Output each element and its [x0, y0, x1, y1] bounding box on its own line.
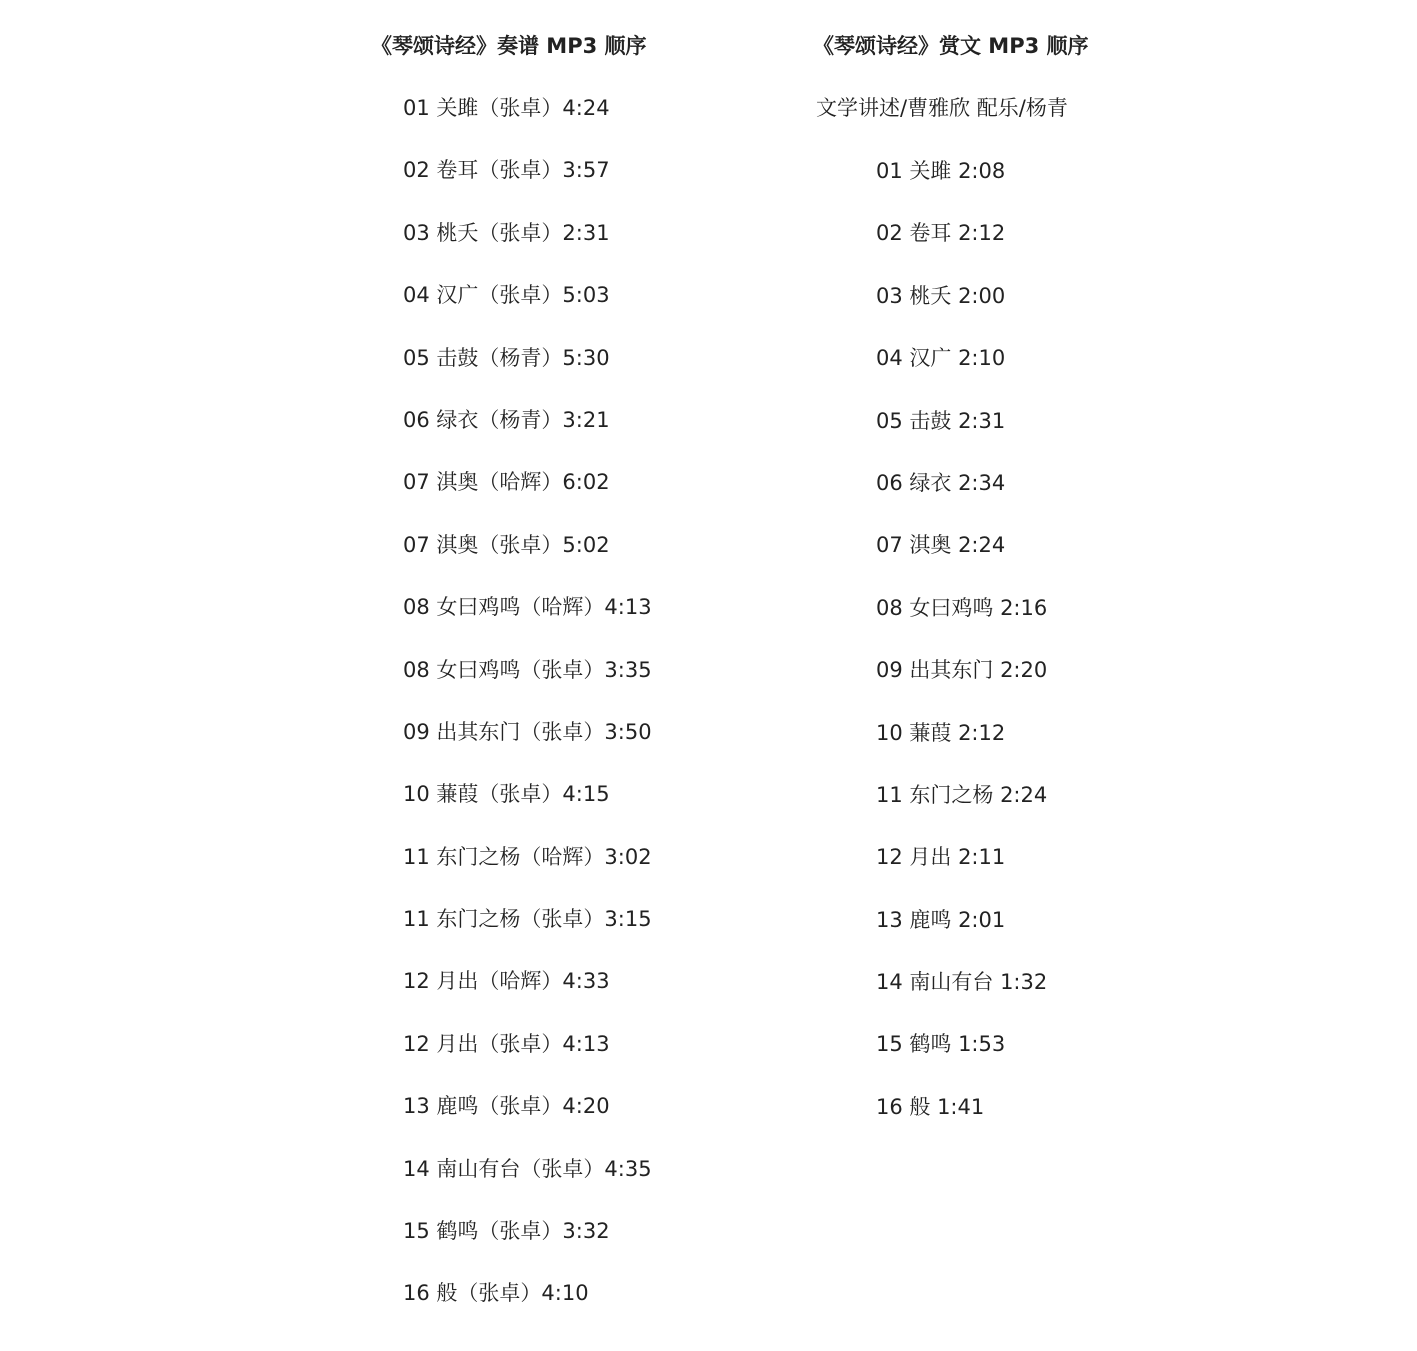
track-item: 02 卷耳 2:12 — [876, 221, 1006, 246]
track-item: 04 汉广（张卓）5:03 — [403, 283, 610, 308]
track-item: 14 南山有台（张卓）4:35 — [403, 1156, 652, 1181]
appreciation-credits: 文学讲述/曹雅欣 配乐/杨青 — [816, 96, 1068, 120]
appreciation-title: 《琴颂诗经》赏文 MP3 顺序 — [813, 34, 1089, 58]
track-item: 02 卷耳（张卓）3:57 — [403, 158, 610, 183]
track-item: 11 东门之杨（张卓）3:15 — [403, 907, 652, 932]
track-item: 01 关雎（张卓）4:24 — [403, 96, 610, 120]
track-item: 16 般 1:41 — [876, 1094, 985, 1119]
track-item: 05 击鼓（杨青）5:30 — [403, 345, 610, 370]
track-item: 13 鹿鸣（张卓）4:20 — [403, 1094, 610, 1119]
track-item: 09 出其东门（张卓）3:50 — [403, 719, 652, 744]
track-item: 03 桃夭 2:00 — [876, 283, 1006, 308]
track-item: 04 汉广 2:10 — [876, 346, 1006, 371]
score-track-list — [403, 90, 652, 1338]
appreciation-track-list — [876, 153, 1047, 1151]
track-item: 12 月出（哈辉）4:33 — [403, 969, 610, 994]
track-item: 01 关雎 2:08 — [876, 159, 1006, 183]
track-item: 09 出其东门 2:20 — [876, 658, 1048, 683]
track-item: 12 月出（张卓）4:13 — [403, 1031, 610, 1056]
track-item: 11 东门之杨 2:24 — [876, 782, 1048, 807]
track-item: 06 绿衣（杨青）3:21 — [403, 407, 610, 432]
track-item: 12 月出 2:11 — [876, 845, 1006, 870]
track-item: 14 南山有台 1:32 — [876, 970, 1048, 995]
track-item: 06 绿衣 2:34 — [876, 470, 1006, 495]
track-item: 07 淇奥（哈辉）6:02 — [403, 470, 610, 495]
track-item: 10 蒹葭（张卓）4:15 — [403, 782, 610, 807]
track-item: 08 女曰鸡鸣 2:16 — [876, 595, 1048, 620]
track-item: 05 击鼓 2:31 — [876, 408, 1006, 433]
track-item: 08 女曰鸡鸣（哈辉）4:13 — [403, 595, 652, 620]
track-item: 13 鹿鸣 2:01 — [876, 907, 1006, 932]
track-item: 07 淇奥 2:24 — [876, 533, 1006, 558]
track-item: 16 般（张卓）4:10 — [403, 1281, 589, 1306]
track-item: 07 淇奥（张卓）5:02 — [403, 532, 610, 557]
score-title: 《琴颂诗经》奏谱 MP3 顺序 — [371, 34, 647, 58]
track-item: 11 东门之杨（哈辉）3:02 — [403, 844, 652, 869]
track-item: 08 女曰鸡鸣（张卓）3:35 — [403, 657, 652, 682]
track-item: 15 鹤鸣 1:53 — [876, 1032, 1006, 1057]
track-item: 15 鹤鸣（张卓）3:32 — [403, 1219, 610, 1244]
track-item: 03 桃夭（张卓）2:31 — [403, 220, 610, 245]
track-item: 10 蒹葭 2:12 — [876, 720, 1006, 745]
